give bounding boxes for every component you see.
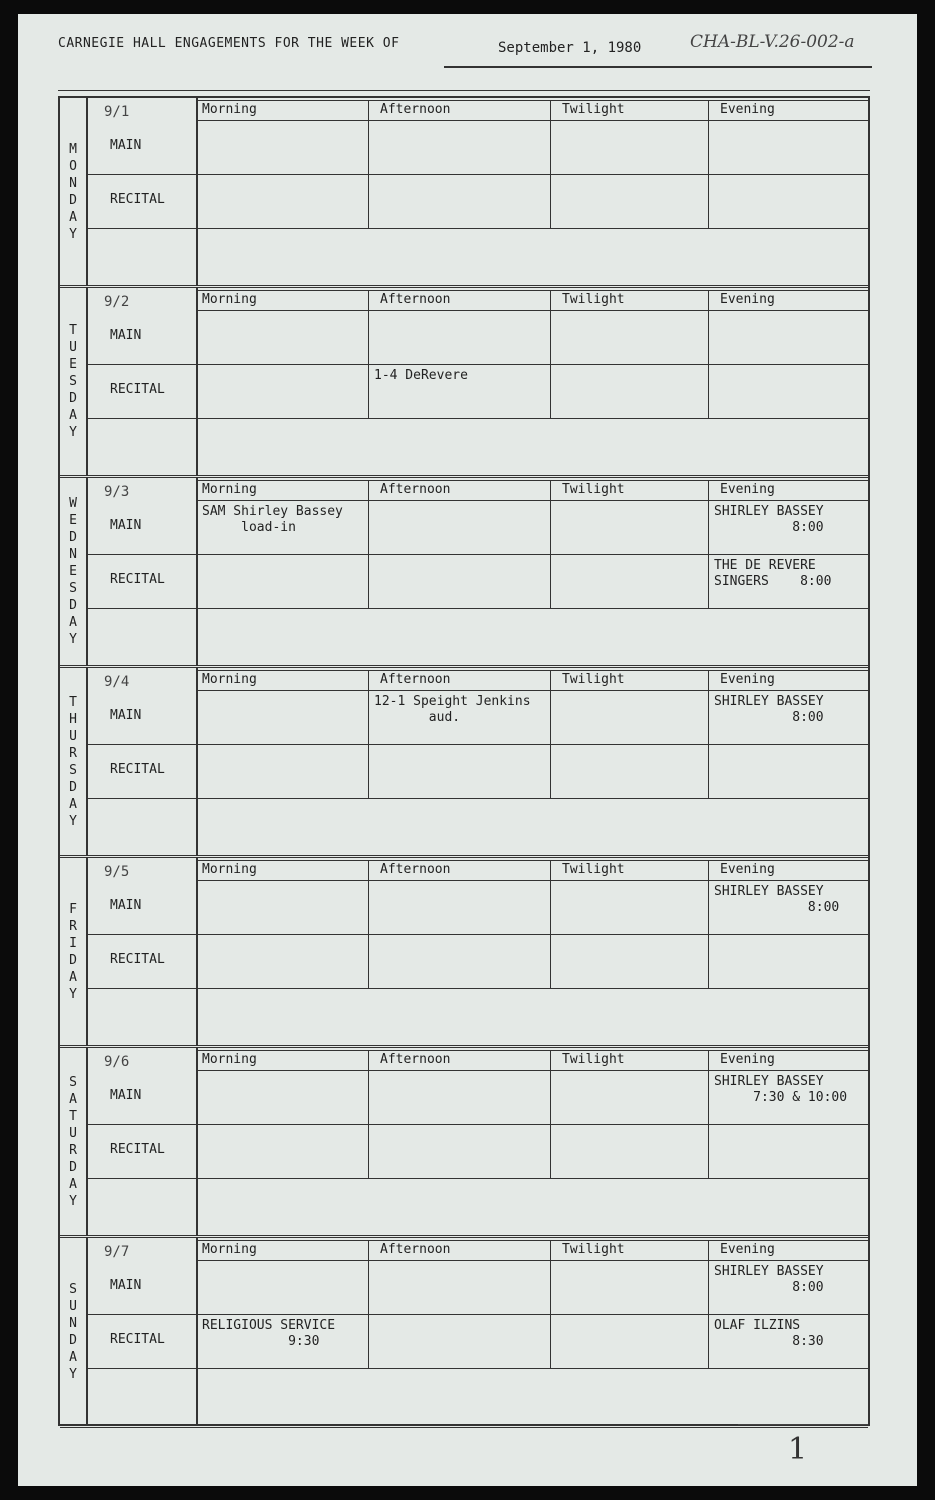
column-divider — [368, 100, 369, 228]
day-letter: Y — [69, 1366, 77, 1382]
row-label-main: MAIN — [110, 898, 142, 913]
day-letter: A — [69, 796, 77, 812]
row-divider — [196, 1260, 868, 1261]
column-header-top — [196, 100, 868, 101]
row-divider — [88, 798, 868, 799]
label-column-divider — [196, 668, 198, 855]
row-divider — [88, 744, 868, 745]
cell-recital-afternoon: 1-4 DeRevere — [374, 368, 468, 383]
day-letter: U — [69, 1298, 77, 1314]
day-letter: N — [69, 1315, 77, 1331]
column-divider — [550, 1050, 551, 1178]
day-letter: U — [69, 728, 77, 744]
column-header-evening: Evening — [720, 672, 775, 687]
column-divider — [550, 100, 551, 228]
day-block-tuesday — [60, 288, 868, 478]
column-divider — [368, 860, 369, 988]
row-label-main: MAIN — [110, 518, 142, 533]
day-letter: D — [69, 192, 77, 208]
day-name — [60, 478, 88, 665]
column-header-evening: Evening — [720, 1242, 775, 1257]
column-header-twilight: Twilight — [562, 292, 625, 307]
column-header-morning: Morning — [202, 672, 257, 687]
day-letter: T — [69, 694, 77, 710]
cell-recital-morning: RELIGIOUS SERVICE 9:30 — [202, 1318, 336, 1349]
day-block-friday — [60, 858, 868, 1048]
column-header-morning: Morning — [202, 1052, 257, 1067]
label-column-divider — [196, 288, 198, 475]
column-header-top — [196, 860, 868, 861]
cell-main-evening: SHIRLEY BASSEY 8:00 — [714, 694, 824, 725]
row-label-recital: RECITAL — [110, 952, 165, 967]
day-letter: S — [69, 581, 77, 596]
row-label-recital: RECITAL — [110, 1332, 165, 1347]
row-divider — [88, 608, 868, 609]
column-divider — [550, 1240, 551, 1368]
column-header-evening: Evening — [720, 1052, 775, 1067]
day-letter: W — [69, 496, 77, 511]
row-divider — [88, 934, 868, 935]
column-divider — [708, 670, 709, 798]
column-header-afternoon: Afternoon — [380, 482, 451, 497]
column-divider — [708, 1050, 709, 1178]
column-divider — [368, 290, 369, 418]
day-letter: Y — [69, 425, 77, 440]
label-column-divider — [196, 1048, 198, 1235]
row-label-main: MAIN — [110, 1278, 142, 1293]
column-header-morning: Morning — [202, 1242, 257, 1257]
day-letter: M — [69, 141, 77, 157]
day-name — [60, 668, 88, 855]
day-letter: F — [69, 901, 77, 917]
day-letter: S — [69, 374, 77, 389]
day-block-wednesday — [60, 478, 868, 668]
day-block-monday — [60, 98, 868, 288]
day-name — [60, 858, 88, 1045]
day-date: 9/5 — [104, 864, 130, 880]
day-letter: D — [69, 598, 77, 613]
label-column-divider — [196, 478, 198, 665]
week-date: September 1, 1980 — [498, 40, 642, 56]
day-letter: T — [69, 323, 77, 338]
column-header-top — [196, 290, 868, 291]
page-number-rule — [738, 1424, 868, 1425]
column-header-twilight: Twilight — [562, 862, 625, 877]
row-label-recital: RECITAL — [110, 382, 165, 397]
day-letter: Y — [69, 1193, 77, 1209]
label-column-divider — [196, 1238, 198, 1425]
date-underline — [444, 66, 872, 68]
page-number: 1 — [788, 1432, 808, 1467]
day-name — [60, 288, 88, 475]
column-header-top — [196, 670, 868, 671]
day-letter: U — [69, 1125, 77, 1141]
row-divider — [88, 364, 868, 365]
day-letter: Y — [69, 226, 77, 242]
column-header-morning: Morning — [202, 862, 257, 877]
column-header-twilight: Twilight — [562, 1052, 625, 1067]
column-header-evening: Evening — [720, 482, 775, 497]
column-divider — [368, 480, 369, 608]
cell-main-morning: SAM Shirley Bassey load-in — [202, 504, 343, 535]
column-divider — [708, 1240, 709, 1368]
row-label-main: MAIN — [110, 328, 142, 343]
day-date: 9/4 — [104, 674, 130, 690]
column-header-morning: Morning — [202, 292, 257, 307]
document-page — [18, 14, 917, 1486]
day-letter: D — [69, 1159, 77, 1175]
cell-main-evening: SHIRLEY BASSEY 8:00 — [714, 504, 824, 535]
day-letter: A — [69, 969, 77, 985]
row-divider — [88, 418, 868, 419]
column-divider — [708, 860, 709, 988]
day-date: 9/1 — [104, 104, 130, 120]
cell-main-afternoon: 12-1 Speight Jenkins aud. — [374, 694, 531, 725]
sheet-top-border — [58, 90, 870, 91]
column-header-afternoon: Afternoon — [380, 292, 451, 307]
row-divider — [88, 228, 868, 229]
day-letter: D — [69, 952, 77, 968]
schedule-grid — [58, 96, 870, 1426]
day-date: 9/3 — [104, 484, 130, 500]
day-date: 9/2 — [104, 294, 130, 310]
column-header-top — [196, 1240, 868, 1241]
cell-main-evening: SHIRLEY BASSEY 8:00 — [714, 1264, 824, 1295]
row-label-recital: RECITAL — [110, 1142, 165, 1157]
column-divider — [550, 480, 551, 608]
column-header-morning: Morning — [202, 482, 257, 497]
column-header-morning: Morning — [202, 102, 257, 117]
column-divider — [708, 100, 709, 228]
day-letter: N — [69, 547, 77, 562]
column-header-twilight: Twilight — [562, 482, 625, 497]
row-divider — [88, 174, 868, 175]
day-letter: E — [69, 564, 77, 579]
day-letter: A — [69, 615, 77, 630]
row-divider — [196, 690, 868, 691]
day-letter: A — [69, 1091, 77, 1107]
column-header-evening: Evening — [720, 292, 775, 307]
row-label-main: MAIN — [110, 138, 142, 153]
day-letter: S — [69, 762, 77, 778]
column-divider — [368, 1050, 369, 1178]
row-label-recital: RECITAL — [110, 192, 165, 207]
document-id: CHA-BL-V.26-002-a — [690, 32, 855, 52]
day-letter: D — [69, 530, 77, 545]
day-letter: A — [69, 209, 77, 225]
day-letter: E — [69, 357, 77, 372]
day-letter: H — [69, 711, 77, 727]
row-divider — [88, 1368, 868, 1369]
day-letter: E — [69, 513, 77, 528]
row-divider — [196, 880, 868, 881]
column-header-afternoon: Afternoon — [380, 1242, 451, 1257]
day-block-thursday — [60, 668, 868, 858]
day-date: 9/6 — [104, 1054, 130, 1070]
day-letter: O — [69, 158, 77, 174]
column-header-top — [196, 480, 868, 481]
day-letter: Y — [69, 632, 77, 647]
row-label-main: MAIN — [110, 708, 142, 723]
label-column-divider — [196, 98, 198, 285]
day-letter: S — [69, 1074, 77, 1090]
row-divider — [88, 988, 868, 989]
day-letter: D — [69, 1332, 77, 1348]
column-header-afternoon: Afternoon — [380, 102, 451, 117]
column-header-twilight: Twilight — [562, 672, 625, 687]
column-header-evening: Evening — [720, 102, 775, 117]
column-header-afternoon: Afternoon — [380, 862, 451, 877]
row-divider — [196, 120, 868, 121]
day-letter: T — [69, 1108, 77, 1124]
cell-main-evening: SHIRLEY BASSEY 7:30 & 10:00 — [714, 1074, 848, 1105]
day-letter: N — [69, 175, 77, 191]
column-header-afternoon: Afternoon — [380, 1052, 451, 1067]
column-divider — [550, 290, 551, 418]
day-letter: R — [69, 745, 77, 761]
cell-recital-evening: OLAF ILZINS 8:30 — [714, 1318, 824, 1349]
day-block-sunday — [60, 1238, 868, 1428]
column-divider — [550, 860, 551, 988]
column-divider — [368, 670, 369, 798]
day-letter: R — [69, 1142, 77, 1158]
row-label-main: MAIN — [110, 1088, 142, 1103]
day-block-saturday — [60, 1048, 868, 1238]
row-divider — [88, 1124, 868, 1125]
row-label-recital: RECITAL — [110, 762, 165, 777]
day-letter: A — [69, 1349, 77, 1365]
day-letter: R — [69, 918, 77, 934]
header-label: CARNEGIE HALL ENGAGEMENTS FOR THE WEEK OF — [58, 36, 400, 51]
day-letter: I — [69, 935, 77, 951]
day-letter: A — [69, 1176, 77, 1192]
day-letter: D — [69, 779, 77, 795]
day-name — [60, 1048, 88, 1235]
day-letter: D — [69, 391, 77, 406]
day-name — [60, 98, 88, 285]
cell-main-evening: SHIRLEY BASSEY 8:00 — [714, 884, 840, 915]
row-divider — [88, 1178, 868, 1179]
day-name — [60, 1238, 88, 1425]
column-divider — [550, 670, 551, 798]
column-header-twilight: Twilight — [562, 102, 625, 117]
row-divider — [196, 310, 868, 311]
day-date: 9/7 — [104, 1244, 130, 1260]
row-label-recital: RECITAL — [110, 572, 165, 587]
column-divider — [708, 290, 709, 418]
column-header-top — [196, 1050, 868, 1051]
cell-recital-evening: THE DE REVERE SINGERS 8:00 — [714, 558, 832, 589]
column-divider — [368, 1240, 369, 1368]
column-divider — [708, 480, 709, 608]
row-divider — [88, 1314, 868, 1315]
day-letter: Y — [69, 813, 77, 829]
day-letter: Y — [69, 986, 77, 1002]
label-column-divider — [196, 858, 198, 1045]
day-letter: U — [69, 340, 77, 355]
day-letter: S — [69, 1281, 77, 1297]
column-header-evening: Evening — [720, 862, 775, 877]
column-header-afternoon: Afternoon — [380, 672, 451, 687]
row-divider — [196, 1070, 868, 1071]
column-header-twilight: Twilight — [562, 1242, 625, 1257]
row-divider — [196, 500, 868, 501]
row-divider — [88, 554, 868, 555]
day-letter: A — [69, 408, 77, 423]
